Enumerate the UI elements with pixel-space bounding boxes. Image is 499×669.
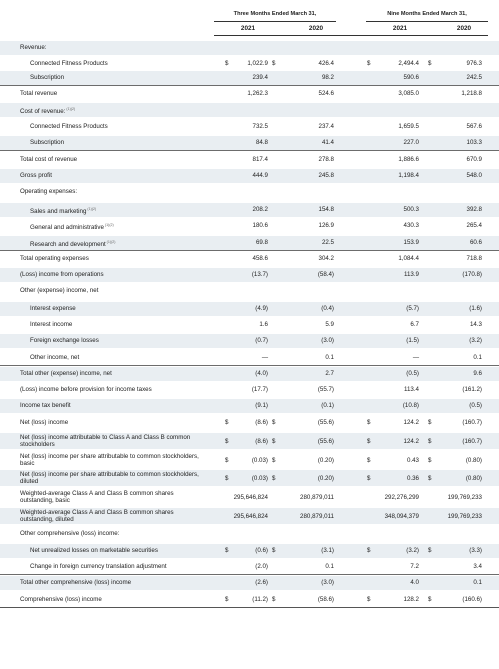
cell-value: 84.8: [255, 139, 268, 146]
cell-value: 1,886.6: [398, 156, 419, 163]
footnote-marker: (1)(2): [86, 207, 97, 211]
table-row: [0, 452, 499, 468]
row-label: Connected Fitness Products: [30, 60, 108, 67]
cell-value: 3.4: [473, 563, 482, 570]
cell-value: 124.2: [403, 419, 419, 426]
table-row: [0, 560, 499, 575]
cell-value: 5.9: [325, 321, 334, 328]
cell-value: (0.5): [469, 402, 482, 409]
table-row: [0, 87, 499, 101]
cell-value: 348,094,379: [384, 513, 419, 520]
table-row: [0, 136, 499, 151]
year-col-4: 2020: [456, 25, 472, 32]
row-label: Subscription: [30, 74, 65, 81]
row-label: Income tax benefit: [20, 402, 71, 409]
table-row: [0, 252, 499, 266]
dollar-sign: $: [272, 60, 276, 67]
dollar-sign: $: [225, 438, 229, 445]
cell-value: 227.0: [403, 139, 419, 146]
cell-value: 0.1: [473, 354, 482, 361]
header-bottom-rule: [214, 35, 488, 36]
cell-value: 295,646,824: [233, 494, 268, 501]
cell-value: 113.9: [403, 271, 419, 278]
dollar-sign: $: [225, 457, 229, 464]
dollar-sign: $: [225, 475, 229, 482]
row-label: (Loss) income from operations: [20, 271, 104, 278]
cell-value: 103.3: [466, 139, 482, 146]
cell-value: (10.8): [402, 402, 419, 409]
year-col-2: 2020: [308, 25, 324, 32]
footnote-marker: (1)(2): [105, 240, 116, 244]
row-label: Total operating expenses: [20, 255, 89, 262]
dollar-sign: $: [367, 547, 371, 554]
dollar-sign: $: [428, 475, 432, 482]
cell-value: 242.5: [466, 74, 482, 81]
cell-value: (0.4): [321, 305, 334, 312]
table-row: [0, 593, 499, 608]
row-label: Net (loss) income attributable to Class A and Class B common stockholders: [20, 434, 191, 449]
cell-value: 732.5: [252, 123, 268, 130]
cell-value: 3,085.0: [398, 90, 419, 97]
table-row: [0, 302, 499, 316]
cell-value: 430.3: [403, 222, 419, 229]
cell-value: 4.0: [410, 579, 419, 586]
table-row: [0, 527, 499, 541]
table-row: [0, 383, 499, 397]
cell-value: 567.6: [466, 123, 482, 130]
cell-value: (55.6): [317, 419, 334, 426]
cell-value: 154.8: [318, 206, 334, 213]
cell-value: (3.2): [406, 547, 419, 554]
dollar-sign: $: [272, 475, 276, 482]
year-col-3: 2021: [392, 25, 408, 32]
cell-value: 304.2: [318, 255, 334, 262]
cell-value: 280,879,011: [300, 494, 334, 501]
cell-value: 60.6: [469, 239, 482, 246]
cell-value: (1.6): [469, 305, 482, 312]
table-row: [0, 544, 499, 558]
cell-value: 0.1: [473, 579, 482, 586]
cell-value: 128.2: [403, 596, 419, 603]
cell-value: (8.6): [255, 438, 268, 445]
cell-value: (0.5): [406, 370, 419, 377]
cell-value: (13.7): [251, 271, 268, 278]
dollar-sign: $: [367, 60, 371, 67]
cell-value: (3.0): [321, 579, 334, 586]
cell-value: (55.7): [317, 386, 334, 393]
dollar-sign: $: [367, 596, 371, 603]
row-label: Net unrealized losses on marketable securities: [30, 547, 158, 554]
table-row: [0, 284, 499, 298]
cell-value: 199,769,233: [447, 494, 482, 501]
dollar-sign: $: [428, 438, 432, 445]
cell-value: 590.6: [403, 74, 419, 81]
row-label: Other income, net: [30, 354, 80, 361]
cell-value: 1,218.8: [461, 90, 482, 97]
cell-value: (2.6): [255, 579, 268, 586]
cell-value: (0.80): [465, 457, 482, 464]
cell-value: —: [412, 354, 419, 361]
header-rule-three: [214, 21, 336, 22]
table-row: [0, 508, 499, 524]
cell-value: (5.7): [406, 305, 419, 312]
header-three-months: Three Months Ended March 31,: [233, 11, 317, 17]
cell-value: 265.4: [466, 222, 482, 229]
cell-value: 239.4: [252, 74, 268, 81]
cell-value: (9.1): [255, 402, 268, 409]
row-label: Other comprehensive (loss) income:: [20, 530, 120, 537]
row-label: Net (loss) income per share attributable to common stockholders, diluted: [20, 471, 199, 486]
row-label: Weighted-average Class A and Class B common shares outstanding, diluted: [20, 509, 174, 524]
cell-value: (0.20): [317, 457, 334, 464]
row-label: Interest expense: [30, 305, 76, 312]
cell-value: (0.20): [317, 475, 334, 482]
dollar-sign: $: [367, 475, 371, 482]
footnote-marker: (1)(2): [65, 107, 76, 111]
cell-value: 444.9: [252, 172, 268, 179]
row-label: Total cost of revenue: [20, 156, 78, 163]
cell-value: 0.1: [325, 354, 334, 361]
table-row: [0, 103, 499, 117]
row-label: Total revenue: [20, 90, 58, 97]
row-label: Total other comprehensive (loss) income: [20, 579, 132, 586]
dollar-sign: $: [367, 457, 371, 464]
dollar-sign: $: [428, 457, 432, 464]
cell-value: 280,879,011: [300, 513, 334, 520]
table-row: [0, 169, 499, 183]
dollar-sign: $: [225, 547, 229, 554]
cell-value: (161.2): [462, 386, 482, 393]
row-label: Other (expense) income, net: [20, 287, 99, 294]
cell-value: 69.8: [255, 239, 268, 246]
cell-value: (0.80): [465, 475, 482, 482]
table-row: [0, 41, 499, 55]
cell-value: (4.9): [255, 305, 268, 312]
cell-value: (0.03): [251, 457, 268, 464]
cell-value: 2.7: [325, 370, 334, 377]
cell-value: 0.1: [325, 563, 334, 570]
cell-value: (58.6): [317, 596, 334, 603]
cell-value: 153.9: [403, 239, 419, 246]
cell-value: 113.4: [403, 386, 419, 393]
cell-value: 124.2: [403, 438, 419, 445]
cell-value: 548.0: [466, 172, 482, 179]
table-row: [0, 416, 499, 430]
cell-value: —: [261, 354, 268, 361]
row-label: Operating expenses:: [20, 188, 78, 195]
dollar-sign: $: [428, 596, 432, 603]
dollar-sign: $: [272, 547, 276, 554]
cell-value: 22.5: [321, 239, 334, 246]
cell-value: 1.6: [259, 321, 268, 328]
cell-value: (170.8): [462, 271, 482, 278]
dollar-sign: $: [272, 419, 276, 426]
table-row: [0, 185, 499, 199]
row-label: Sales and marketing $^{(1)(2)}$: [30, 207, 97, 216]
cell-value: 278.8: [318, 156, 334, 163]
cell-value: 670.9: [466, 156, 482, 163]
cell-value: 1,262.3: [247, 90, 268, 97]
cell-value: (4.0): [255, 370, 268, 377]
table-row: [0, 318, 499, 332]
cell-value: 426.4: [318, 60, 334, 67]
row-label: Revenue:: [20, 44, 47, 51]
cell-value: 524.6: [318, 90, 334, 97]
cell-value: 245.8: [318, 172, 334, 179]
cell-value: (160.6): [462, 596, 482, 603]
cell-value: (1.5): [406, 337, 419, 344]
cell-value: (2.0): [255, 563, 268, 570]
cell-value: 1,022.9: [247, 60, 268, 67]
row-label: Research and development $^{(1)(2)}$: [30, 240, 116, 249]
cell-value: 392.8: [466, 206, 482, 213]
cell-value: 6.7: [410, 321, 419, 328]
row-label: Change in foreign currency translation adjustment: [30, 563, 167, 570]
row-label: Subscription: [30, 139, 65, 146]
cell-value: (55.6): [317, 438, 334, 445]
cell-value: 180.6: [252, 222, 268, 229]
table-row: [0, 236, 499, 251]
cell-value: (3.2): [469, 337, 482, 344]
cell-value: (0.7): [255, 337, 268, 344]
cell-value: (0.03): [251, 475, 268, 482]
cell-value: 126.9: [318, 222, 334, 229]
table-row: [0, 120, 499, 134]
cell-value: 7.2: [410, 563, 419, 570]
cell-value: 458.6: [252, 255, 268, 262]
cell-value: (3.3): [469, 547, 482, 554]
cell-value: 500.3: [403, 206, 419, 213]
row-label: Weighted-average Class A and Class B common shares outstanding, basic: [20, 490, 174, 505]
cell-value: (17.7): [251, 386, 268, 393]
cell-value: 976.3: [466, 60, 482, 67]
cell-value: (3.0): [321, 337, 334, 344]
row-label: Connected Fitness Products: [30, 123, 108, 130]
cell-value: 98.2: [321, 74, 334, 81]
cell-value: 9.6: [473, 370, 482, 377]
table-row: [0, 433, 499, 449]
cell-value: 0.43: [406, 457, 419, 464]
footnote-marker: (1)(2): [103, 223, 114, 227]
row-label: Gross profit: [20, 172, 52, 179]
dollar-sign: $: [272, 457, 276, 464]
row-label: Foreign exchange losses: [30, 337, 99, 344]
cell-value: (0.1): [321, 402, 334, 409]
row-label: Net (loss) income per share attributable to common stockholders, basic: [20, 453, 199, 468]
cell-value: 292,276,299: [384, 494, 419, 501]
row-label: General and administrative $^{(1)(2)}$: [30, 223, 114, 232]
dollar-sign: $: [367, 438, 371, 445]
cell-value: (0.6): [255, 547, 268, 554]
table-row: [0, 57, 499, 71]
cell-value: (3.1): [321, 547, 334, 554]
cell-value: (160.7): [462, 438, 482, 445]
header-nine-months: Nine Months Ended March 31,: [387, 11, 467, 17]
cell-value: 817.4: [252, 156, 268, 163]
dollar-sign: $: [225, 60, 229, 67]
dollar-sign: $: [428, 419, 432, 426]
dollar-sign: $: [272, 596, 276, 603]
row-label: (Loss) income before provision for income taxes: [20, 386, 152, 393]
cell-value: 0.36: [406, 475, 419, 482]
row-label: Net (loss) income: [20, 419, 69, 426]
cell-value: 237.4: [318, 123, 334, 130]
table-row: [0, 367, 499, 381]
table-row: [0, 268, 499, 282]
header-rule-nine: [366, 21, 488, 22]
cell-value: 199,769,233: [447, 513, 482, 520]
year-col-1: 2021: [240, 25, 256, 32]
dollar-sign: $: [272, 438, 276, 445]
table-row: [0, 71, 499, 86]
row-label: Interest income: [30, 321, 73, 328]
cell-value: 1,198.4: [398, 172, 419, 179]
table-row: [0, 489, 499, 505]
dollar-sign: $: [367, 419, 371, 426]
cell-value: 1,084.4: [398, 255, 419, 262]
dollar-sign: $: [225, 596, 229, 603]
cell-value: 208.2: [252, 206, 268, 213]
table-row: [0, 203, 499, 217]
cell-value: (160.7): [462, 419, 482, 426]
dollar-sign: $: [428, 547, 432, 554]
table-row: [0, 351, 499, 366]
cell-value: 295,646,824: [233, 513, 268, 520]
table-row: [0, 334, 499, 348]
cell-value: 1,659.5: [398, 123, 419, 130]
cell-value: 14.3: [469, 321, 482, 328]
dollar-sign: $: [428, 60, 432, 67]
cell-value: 718.8: [466, 255, 482, 262]
cell-value: (58.4): [317, 271, 334, 278]
table-row: [0, 219, 499, 233]
row-label: Cost of revenue: $^{(1)(2)}$: [20, 107, 76, 116]
cell-value: (11.2): [252, 596, 268, 603]
table-row: [0, 576, 499, 590]
cell-value: 2,494.4: [398, 60, 419, 67]
table-row: [0, 153, 499, 167]
cell-value: 41.4: [321, 139, 334, 146]
cell-value: (8.6): [255, 419, 268, 426]
row-label: Total other (expense) income, net: [20, 370, 112, 377]
dollar-sign: $: [225, 419, 229, 426]
table-row: [0, 470, 499, 486]
row-label: Comprehensive (loss) income: [20, 596, 102, 603]
table-row: [0, 399, 499, 413]
